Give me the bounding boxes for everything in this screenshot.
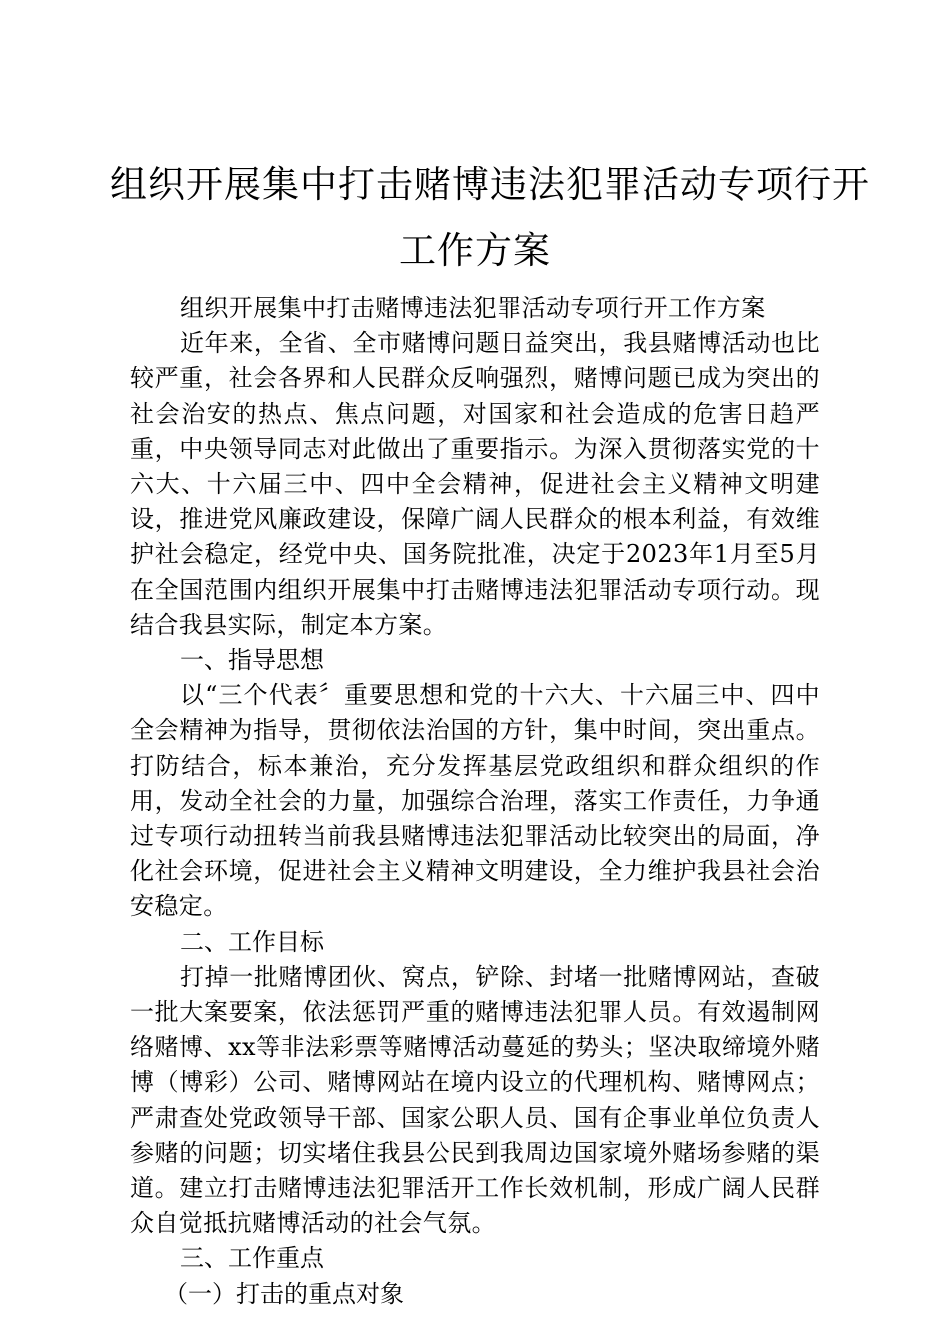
intro-paragraph: 近年来，全省、全市赌博问题日益突出，我县赌博活动也比较严重，社会各界和人民群众反响强烈，赌博问题已成为突出的社会治安的热点、焦点问题，对国家和社会造成的危害日趋严重，中央领导同志对此做出了重要指示。为深入贯彻落实党的十六大、十六届三中、四中全会精神，促进社会主义精神文明建设，推进党风廉政建设，保障广阔人民群众的根本利益，有效维护社会稳定，经党中央、国务院批准，决定于2023年1月至5月在全国范围内组织开展集中打击赌博违法犯罪活动专项行动。现结合我县实际，制定本方案。 — [130, 329, 820, 639]
title-line-2: 工作方案 — [399, 229, 551, 272]
section-heading-guiding-thought: 一、指导思想 — [180, 646, 324, 675]
section-paragraph-guiding-thought: 以“三个代表〞重要思想和党的十六大、十六届三中、四中全会精神为指导，贯彻依法治国的方针，集中时间，突出重点。打防结合，标本兼治，充分发挥基层党政组织和群众组织的作用，发动全社会的力量，加强综合治理，落实工作责任，力争通过专项行动扭转当前我县赌博违法犯罪活动比较突出的局面，净化社会环境，促进社会主义精神文明建设，全力维护我县社会治安稳定。 — [130, 681, 820, 921]
document-title — [110, 152, 870, 284]
section-heading-work-focus: 三、工作重点 — [180, 1244, 324, 1273]
section-paragraph-work-goals: 打掉一批赌博团伙、窝点，铲除、封堵一批赌博网站，查破一批大案要案，依法惩罚严重的赌博违法犯罪人员。有效遏制网络赌博、xx等非法彩票等赌博活动蔓延的势头；坚决取缔境外赌博（博彩）公司、赌博网站在境内设立的代理机构、赌博网点；严肃查处党政领导干部、国家公职人员、国有企事业单位负责人参赌的问题；切实堵住我县公民到我周边国家境外赌场参赌的渠道。建立打击赌博违法犯罪活开工作长效机制，形成广阔人民群众自觉抵抗赌博活动的社会气氛。 — [130, 962, 820, 1238]
section-heading-work-goals: 二、工作目标 — [180, 927, 324, 956]
subsection-heading-key-targets: （一）打击的重点对象 — [164, 1279, 404, 1308]
document-body — [130, 291, 820, 1312]
title-line-1: 组织开展集中打击赌博违法犯罪活动专项行开 — [110, 163, 870, 206]
document-subtitle: 组织开展集中打击赌博违法犯罪活动专项行开工作方案 — [180, 294, 766, 322]
